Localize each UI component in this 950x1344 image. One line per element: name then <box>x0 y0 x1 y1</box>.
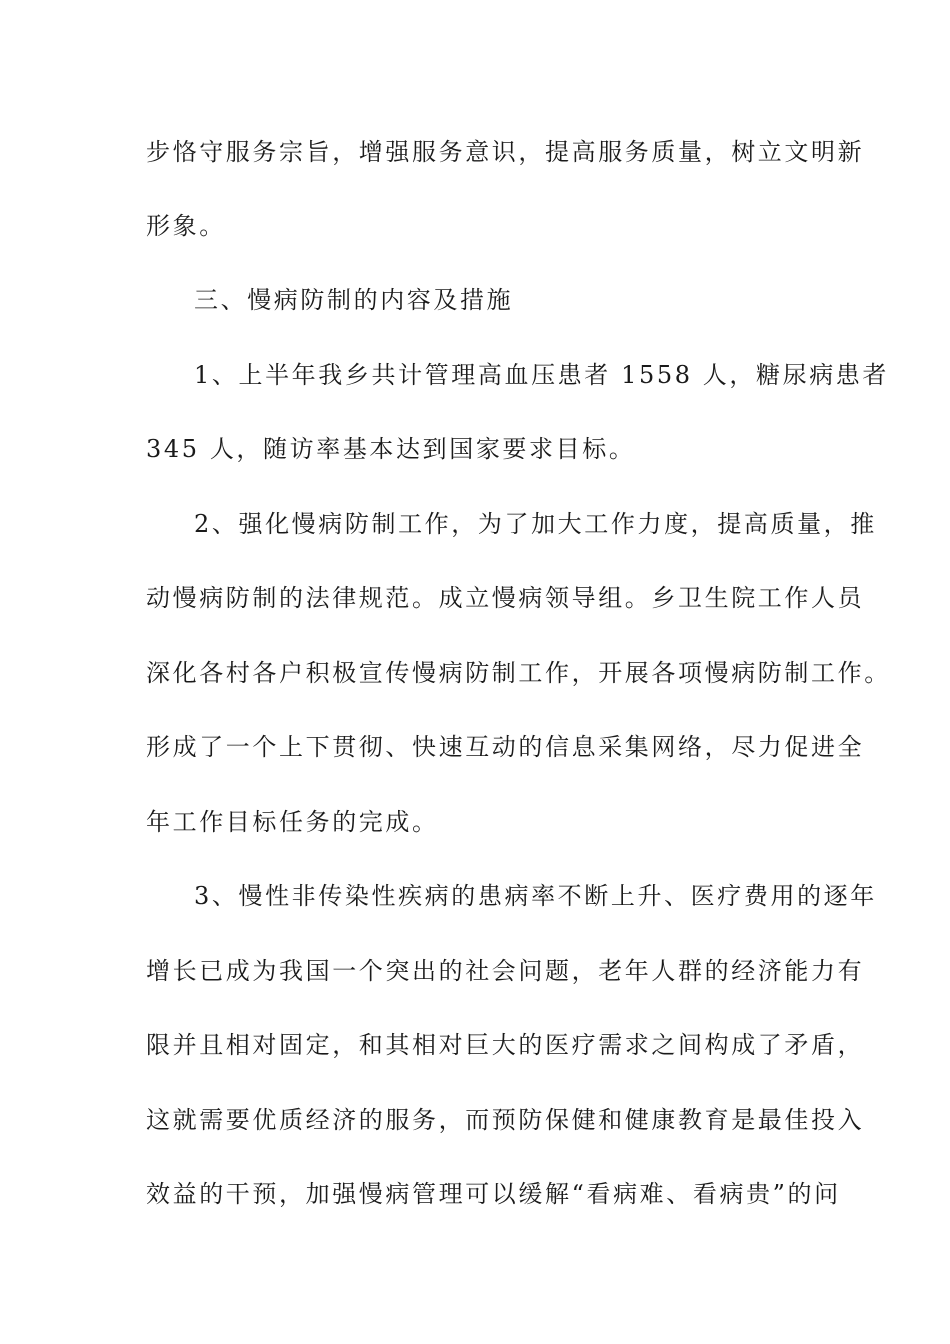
text-line-7: 动慢病防制的法律规范。成立慢病领导组。乡卫生院工作人员 <box>146 584 865 612</box>
text-line-13: 限并且相对固定，和其相对巨大的医疗需求之间构成了矛盾， <box>146 1031 865 1059</box>
section-heading: 三、慢病防制的内容及措施 <box>194 286 514 314</box>
text-line-2: 形象。 <box>146 212 226 240</box>
text-line-4: 1、上半年我乡共计管理高血压患者 1558 人，糖尿病患者 <box>194 361 890 389</box>
text-line-5: 345 人，随访率基本达到国家要求目标。 <box>146 435 636 463</box>
text-line-9: 形成了一个上下贯彻、快速互动的信息采集网络，尽力促进全 <box>146 733 865 761</box>
text-line-8: 深化各村各户积极宣传慢病防制工作，开展各项慢病防制工作。 <box>146 659 891 687</box>
text-line-15: 效益的干预，加强慢病管理可以缓解“看病难、看病贵”的问 <box>146 1180 841 1208</box>
text-line-12: 增长已成为我国一个突出的社会问题，老年人群的经济能力有 <box>146 957 865 985</box>
text-line-1: 步恪守服务宗旨，增强服务意识，提高服务质量，树立文明新 <box>146 138 865 166</box>
text-line-10: 年工作目标任务的完成。 <box>146 808 439 836</box>
text-line-6: 2、强化慢病防制工作，为了加大工作力度，提高质量，推 <box>194 510 877 538</box>
text-line-14: 这就需要优质经济的服务，而预防保健和健康教育是最佳投入 <box>146 1106 865 1134</box>
text-line-11: 3、慢性非传染性疾病的患病率不断上升、医疗费用的逐年 <box>194 882 877 910</box>
